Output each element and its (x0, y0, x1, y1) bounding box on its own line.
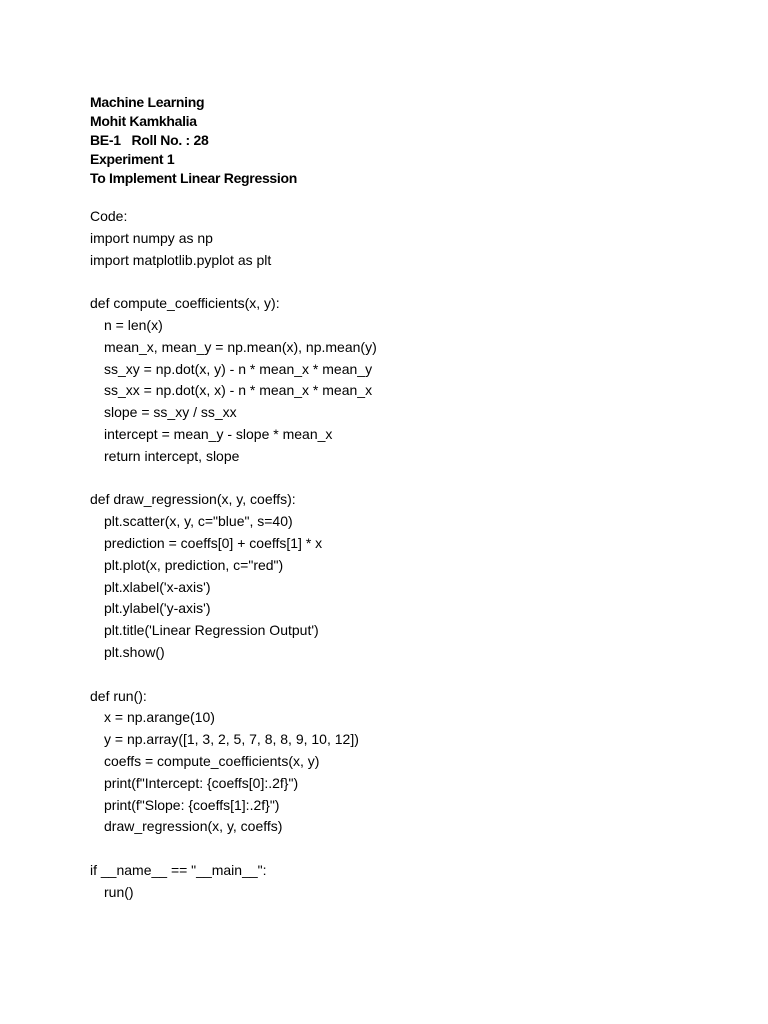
code-line: if __name__ == "__main__": (90, 861, 267, 878)
code-line: plt.ylabel('y-axis') (104, 600, 211, 617)
code-line: return intercept, slope (104, 447, 240, 464)
code-line: ss_xx = np.dot(x, x) - n * mean_x * mean_x (104, 382, 373, 399)
code-line: import matplotlib.pyplot as plt (90, 251, 272, 268)
code-line: print(f"Slope: {coeffs[1]:.2f}") (104, 796, 280, 813)
subject-title: Machine Learning (90, 94, 205, 110)
experiment-number: Experiment 1 (90, 151, 175, 167)
code-line: def compute_coefficients(x, y): (90, 295, 280, 312)
code-label: Code: (90, 208, 128, 224)
author-name: Mohit Kamkhalia (90, 113, 197, 129)
code-line: n = len(x) (104, 316, 163, 333)
code-line: slope = ss_xy / ss_xx (104, 404, 237, 421)
code-line: def run(): (90, 687, 147, 704)
code-blank-line (90, 664, 730, 686)
code-line: prediction = coeffs[0] + coeffs[1] * x (104, 534, 323, 551)
code-line: plt.xlabel('x-axis') (104, 578, 211, 595)
code-blank-line (90, 271, 730, 293)
code-blank-line (90, 838, 730, 860)
code-line: plt.scatter(x, y, c="blue", s=40) (104, 513, 293, 530)
code-blank-line (90, 468, 730, 490)
code-line: draw_regression(x, y, coeffs) (104, 818, 283, 835)
code-line: print(f"Intercept: {coeffs[0]:.2f}") (104, 774, 299, 791)
code-line: def draw_regression(x, y, coeffs): (90, 491, 296, 508)
code-line: y = np.array([1, 3, 2, 5, 7, 8, 8, 9, 10, 12]) (104, 731, 359, 748)
code-line: coeffs = compute_coefficients(x, y) (104, 752, 320, 769)
experiment-aim: To Implement Linear Regression (90, 170, 298, 186)
code-line: intercept = mean_y - slope * mean_x (104, 425, 333, 442)
class-roll-number: BE-1 Roll No. : 28 (90, 132, 209, 148)
code-block (90, 206, 730, 904)
code-line: plt.title('Linear Regression Output') (104, 622, 319, 639)
code-line: plt.plot(x, prediction, c="red") (104, 556, 284, 573)
document-header (90, 93, 690, 188)
code-line: import numpy as np (90, 229, 213, 246)
code-line: mean_x, mean_y = np.mean(x), np.mean(y) (104, 338, 377, 355)
code-line: x = np.arange(10) (104, 709, 215, 726)
code-line: run() (104, 883, 134, 900)
code-line: ss_xy = np.dot(x, y) - n * mean_x * mean_y (104, 360, 373, 377)
code-line: plt.show() (104, 643, 165, 660)
